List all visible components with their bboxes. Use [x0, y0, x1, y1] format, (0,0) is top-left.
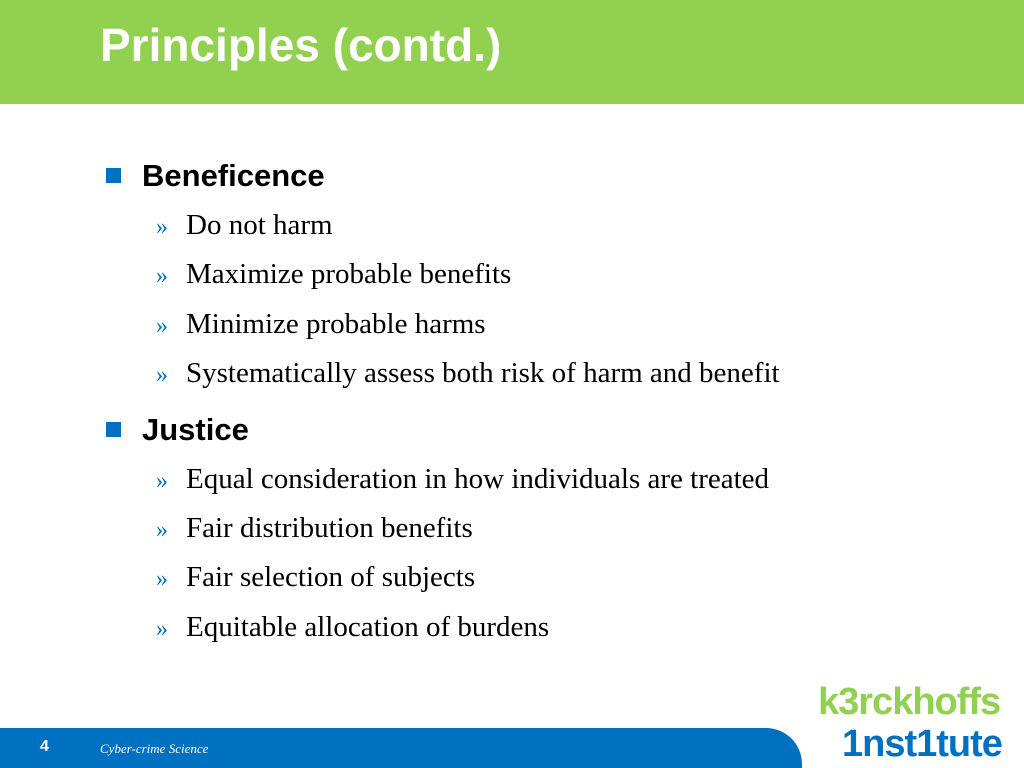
- list-item-text: Minimize probable harms: [186, 308, 486, 340]
- list-item-text: Equal consideration in how individuals are treated: [186, 463, 770, 495]
- list-item-text: Fair distribution benefits: [186, 512, 473, 544]
- list-item-text: Equitable allocation of burdens: [186, 611, 550, 643]
- chevron-bullet-icon: »: [156, 566, 168, 592]
- square-bullet-icon: [106, 168, 121, 183]
- chevron-bullet-icon: »: [156, 517, 168, 543]
- chevron-bullet-icon: »: [156, 616, 168, 642]
- list-item: [156, 563, 475, 592]
- chevron-bullet-icon: »: [156, 362, 168, 388]
- list-item: [156, 211, 333, 240]
- list-item: [156, 514, 473, 543]
- slide-title: Principles (contd.): [100, 19, 502, 71]
- list-item: [156, 613, 549, 642]
- list-item-text: Fair selection of subjects: [186, 561, 476, 593]
- chevron-bullet-icon: »: [156, 313, 168, 339]
- kerckhoffs-logo: [818, 683, 1018, 763]
- square-bullet-icon: [106, 422, 121, 437]
- logo-line-1: k3rckhoffs: [818, 681, 1001, 723]
- page-number: 4: [40, 738, 49, 755]
- logo-line-2: 1nst1tute: [842, 723, 1002, 765]
- list-item: [156, 359, 780, 388]
- section-beneficence: [106, 160, 325, 191]
- list-item: [156, 465, 769, 494]
- list-item-text: Systematically assess both risk of harm and benefit: [186, 357, 780, 389]
- chevron-bullet-icon: »: [156, 468, 168, 494]
- list-item-text: Maximize probable benefits: [186, 258, 512, 290]
- list-item: [156, 260, 511, 289]
- section-label-justice: Justice: [142, 412, 249, 447]
- list-item-text: Do not harm: [186, 209, 333, 241]
- section-label-beneficence: Beneficence: [142, 158, 325, 193]
- section-justice: [106, 414, 249, 445]
- chevron-bullet-icon: »: [156, 214, 168, 240]
- footer-course-title: Cyber-crime Science: [100, 741, 209, 756]
- list-item: [156, 310, 486, 339]
- chevron-bullet-icon: »: [156, 263, 168, 289]
